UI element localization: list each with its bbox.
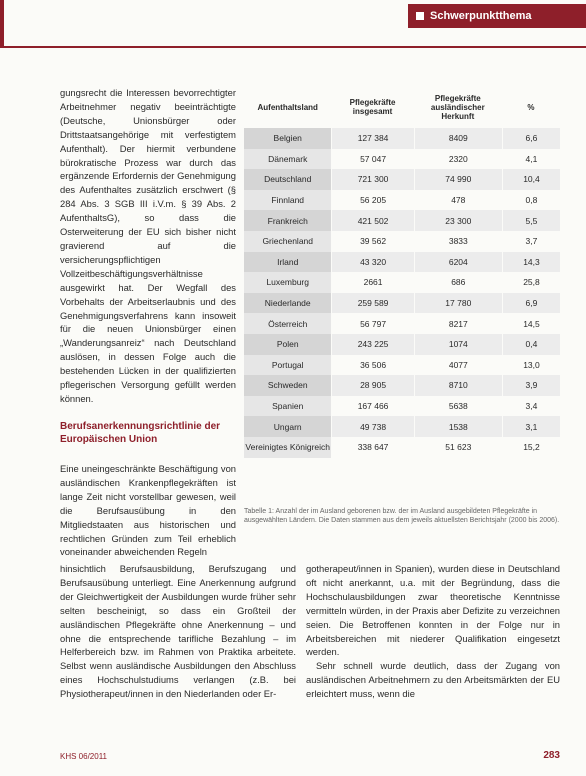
table-cell: Deutschland [244,169,331,190]
table-cell: 686 [414,272,502,293]
body-paragraph: Sehr schnell wurde deutlich, dass der Zugang von ausländischen Arbeitnehmern zu den Arbeitsmärkten der EU erleichtert muss, wenn die [306,660,560,700]
table-cell: Schweden [244,375,331,396]
table-cell: 127 384 [331,128,413,149]
column-header: Pflegekräfte insgesamt [349,98,396,116]
table-cell: 36 506 [331,355,413,376]
section-title: Schwerpunktthema [430,10,532,22]
table-body [244,128,560,458]
table-row [244,128,560,149]
table-cell: 5638 [414,396,502,417]
table-row [244,437,560,458]
table-cell: 6204 [414,252,502,273]
nurses-by-country-table [244,86,560,458]
table-row [244,169,560,190]
column-header: Aufenthaltsland [257,102,318,112]
table-cell: Luxemburg [244,272,331,293]
bottom-right-column [306,562,560,701]
table-row [244,355,560,376]
table-cell: 49 738 [331,416,413,437]
table-cell: 25,8 [502,272,560,293]
table-cell: 17 780 [414,293,502,314]
table-row [244,293,560,314]
table-cell: 421 502 [331,210,413,231]
body-paragraph: Eine uneingeschränkte Beschäftigung von ausländischen Krankenpflegekräften ist lange Zeit nicht vorstellbar gewesen, weil die Berufsausübung in den Mitgliedstaaten aus historischen und rechtlichen Gründen zum Teil erheblich voneinander abweichenden Regeln [60,463,236,558]
section-subheading: Berufsanerkennungsrichtlinie der Europäischen Union [60,421,221,445]
body-paragraph: hinsichtlich Berufsausbildung, Berufszugang und Berufsausübung unterliegt. Eine Anerkennung aufgrund der Gleichwertigkeit der Ausbildungen wurde früher sehr selten bescheinigt, so dass ein Großteil der ausländischen Pflegekräfte ohne Anerkennung – und ohne die entsprechende tarifliche Bezahlung – im Helferbereich bzw. im Rahmen von Praktika arbeitete. Selbst wenn ausländische Ausbildungen den Abschluss eines Hochschulstudiums verlangen (z.B. bei Physiotherapeut/innen in den Niederlanden oder Er- [60,563,296,700]
left-column [60,86,236,406]
table-cell: 1074 [414,334,502,355]
table-cell: 3,1 [502,416,560,437]
table-cell: Irland [244,252,331,273]
table-cell: 4,1 [502,149,560,170]
table-cell: Finnland [244,190,331,211]
table-cell: 3,7 [502,231,560,252]
table-cell: 243 225 [331,334,413,355]
table-cell: 4077 [414,355,502,376]
table-cell: 14,3 [502,252,560,273]
table-cell: Griechenland [244,231,331,252]
table-cell: 8409 [414,128,502,149]
table-cell: 2320 [414,149,502,170]
table-cell: 56 205 [331,190,413,211]
table-cell: Niederlande [244,293,331,314]
section-header-tab [408,4,586,28]
table-row [244,375,560,396]
table-cell: 3,4 [502,396,560,417]
table-cell: 43 320 [331,252,413,273]
table-row [244,149,560,170]
nurses-table-container [244,86,560,458]
left-column-continued [60,462,236,559]
table-cell: 15,2 [502,437,560,458]
table-cell: 8710 [414,375,502,396]
journal-issue: KHS 06/2011 [60,752,107,761]
table-cell: Ungarn [244,416,331,437]
table-row [244,396,560,417]
table-row [244,210,560,231]
square-bullet-icon [416,12,424,20]
table-cell: 39 562 [331,231,413,252]
margin-accent-bar [0,0,4,48]
table-cell: Belgien [244,128,331,149]
table-cell: 57 047 [331,149,413,170]
table-cell: 259 589 [331,293,413,314]
table-cell: 3833 [414,231,502,252]
table-cell: 56 797 [331,313,413,334]
table-cell: Portugal [244,355,331,376]
table-cell: 338 647 [331,437,413,458]
table-cell: 28 905 [331,375,413,396]
table-cell: 3,9 [502,375,560,396]
table-row [244,190,560,211]
table-cell: Polen [244,334,331,355]
table-cell: 14,5 [502,313,560,334]
table-cell: Österreich [244,313,331,334]
table-cell: Spanien [244,396,331,417]
table-cell: 23 300 [414,210,502,231]
table-cell: 478 [414,190,502,211]
table-cell: 0,8 [502,190,560,211]
table-cell: 721 300 [331,169,413,190]
table-cell: 1538 [414,416,502,437]
table-row [244,313,560,334]
table-cell: 6,9 [502,293,560,314]
table-cell: Frankreich [244,210,331,231]
table-header-row [244,86,560,128]
page-number: 283 [543,750,560,761]
table-cell: 8217 [414,313,502,334]
table-cell: Dänemark [244,149,331,170]
table-cell: 13,0 [502,355,560,376]
table-cell: 167 466 [331,396,413,417]
table-caption: Tabelle 1: Anzahl der im Ausland geborenen bzw. der im Ausland ausgebildeten Pflegekräfte in ausgewählten Ländern. Die Daten stammen aus dem jeweils aktuellsten Berichtsjahr (2000 bis 2006). [244,508,560,524]
table-cell: 10,4 [502,169,560,190]
table-row [244,252,560,273]
header-rule [4,46,586,48]
table-cell: 2661 [331,272,413,293]
table-cell: 74 990 [414,169,502,190]
body-paragraph: gungsrecht die Interessen bevorrechtigter Arbeitnehmer negativ beeinträchtigte (Deutsche, Unionsbürger oder Drittstaatsangehörige mit verfestigtem Aufenthalt). Der hiermit verbundene bürokratische Prozess war durch das ergänzende Erfordernis der Genehmigung des Aufenthaltes zusätzlich erschwert (§ 284 Abs. 3 SGB III i.V.m. § 39 Abs. 2 AufenthaltsG), so dass die Osterweiterung der EU sich bisher nicht gravierend auf die versicherungspflichtigen Vollzeitbeschäftigungsverhältnisse ausgewirkt hat. Der Wegfall des Vorbehalts der Arbeitserlaubnis und des Genehmigungsverfahrens kann insoweit für die neuen Unionsbürger einen „Wanderungsanreiz“ nach Deutschland auslösen, in dessen Folge auch die bestehenden Lücken in der qualifizierten pflegerischen Versorgung gefüllt werden können. [60,87,236,404]
body-paragraph: gotherapeut/innen in Spanien), wurden diese in Deutschland oft nicht anerkannt, u.a. mit der Begründung, dass die Hochschulausbildungen zwar theoretische Kenntnisse vermitteln würden, in der Praxis aber Defizite zu verzeichnen seien. Die Betroffenen konnten in der Folge nur in Arbeitsbereichen mit niederer Qualifikation eingesetzt werden. [306,563,560,658]
column-header: Pflegekräfte ausländischer Herkunft [430,93,485,121]
table-cell: Vereinigtes Königreich [244,437,331,458]
table-cell: 0,4 [502,334,560,355]
table-row [244,334,560,355]
table-row [244,272,560,293]
table-cell: 6,6 [502,128,560,149]
table-row [244,231,560,252]
bottom-left-column [60,562,296,701]
table-row [244,416,560,437]
column-header: % [527,102,535,112]
table-cell: 5,5 [502,210,560,231]
table-cell: 51 623 [414,437,502,458]
